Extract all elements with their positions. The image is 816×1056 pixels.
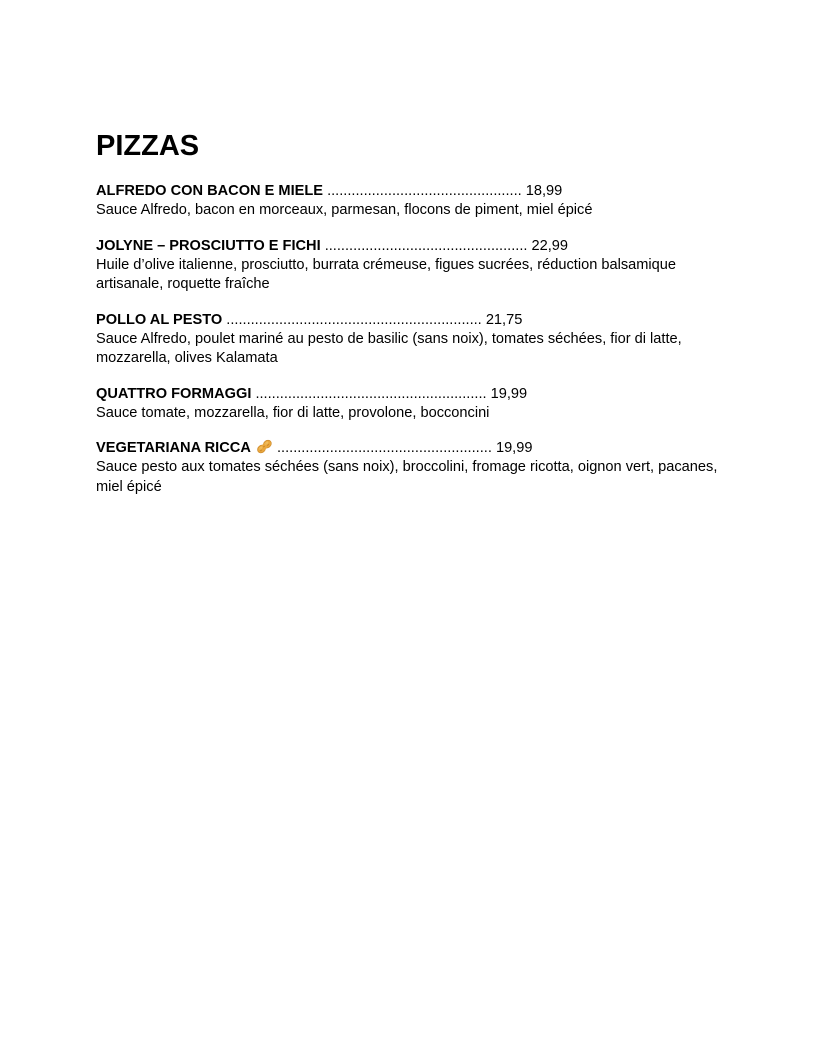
peanut-icon bbox=[256, 439, 273, 454]
menu-item-jolyne bbox=[96, 237, 720, 295]
menu-item-alfredo bbox=[96, 182, 720, 221]
menu-page bbox=[96, 126, 720, 513]
item-description: Huile d’olive italienne, prosciutto, burrata crémeuse, figues sucrées, réduction balsamique artisanale, roquette fraîche bbox=[96, 256, 677, 292]
item-price: 22,99 bbox=[531, 237, 569, 254]
menu-item-pollo bbox=[96, 311, 720, 369]
item-leader-dots: ............................................................... bbox=[226, 311, 482, 328]
item-name: JOLYNE – PROSCIUTTO E FICHI bbox=[96, 237, 321, 254]
item-description: Sauce Alfredo, poulet mariné au pesto de basilic (sans noix), tomates séchées, fior di latte, mozzarella, olives Kalamata bbox=[96, 330, 682, 366]
item-name: POLLO AL PESTO bbox=[96, 311, 223, 328]
item-name: ALFREDO CON BACON E MIELE bbox=[96, 183, 324, 199]
item-leader-dots: ......................................................... bbox=[255, 385, 487, 402]
item-price: 18,99 bbox=[525, 183, 563, 199]
item-heading bbox=[96, 182, 720, 201]
item-price: 19,99 bbox=[495, 440, 533, 456]
menu-item-quattro bbox=[96, 385, 720, 424]
item-heading bbox=[96, 237, 720, 256]
item-name: VEGETARIANA RICCA bbox=[96, 440, 251, 456]
item-heading bbox=[96, 439, 720, 458]
item-leader-dots: ..................................................... bbox=[276, 440, 492, 456]
section-title: PIZZAS bbox=[96, 130, 200, 162]
item-description: Sauce pesto aux tomates séchées (sans noix), broccolini, fromage ricotta, oignon vert, pacanes, miel épicé bbox=[96, 459, 718, 495]
item-name: QUATTRO FORMAGGI bbox=[96, 385, 252, 402]
item-heading bbox=[96, 311, 720, 330]
item-leader-dots: ................................................ bbox=[327, 183, 522, 199]
item-leader-dots: .................................................. bbox=[324, 237, 528, 254]
item-description: Sauce Alfredo, bacon en morceaux, parmesan, flocons de piment, miel épicé bbox=[96, 202, 593, 218]
item-description: Sauce tomate, mozzarella, fior di latte, provolone, bocconcini bbox=[96, 404, 490, 421]
item-heading bbox=[96, 385, 720, 404]
item-price: 21,75 bbox=[485, 311, 523, 328]
menu-item-vegetariana bbox=[96, 439, 720, 497]
item-price: 19,99 bbox=[490, 385, 528, 402]
